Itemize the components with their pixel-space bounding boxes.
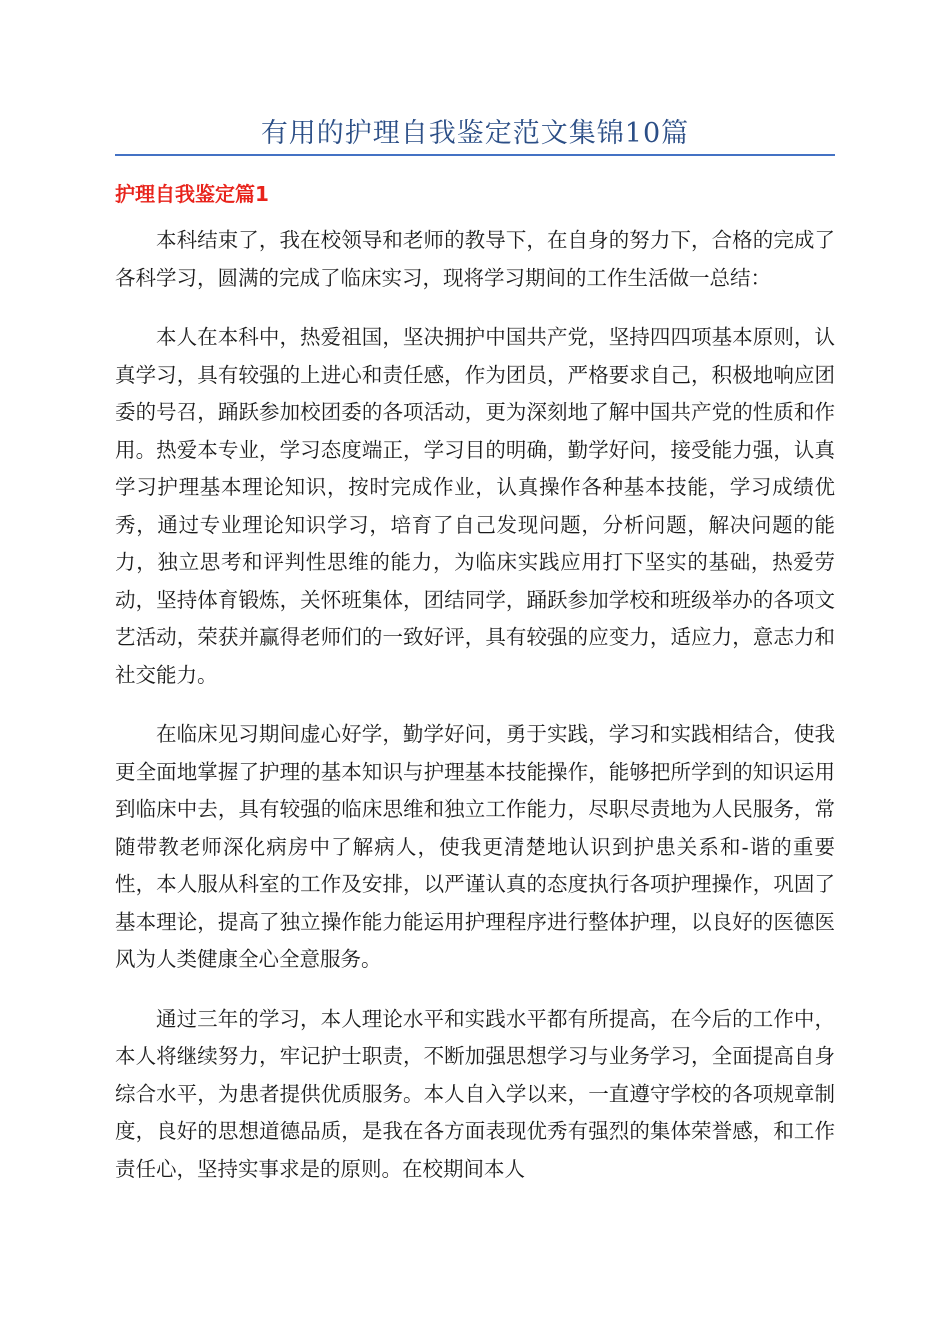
section-heading: 护理自我鉴定篇1: [115, 182, 269, 206]
paragraph-1: 本科结束了，我在校领导和老师的教导下，在自身的努力下，合格的完成了各科学习，圆满的完成了临床实习，现将学习期间的工作生活做一总结：: [115, 228, 835, 290]
paragraph-3: 在临床见习期间虚心好学，勤学好问，勇于实践，学习和实践相结合，使我更全面地掌握了护理的基本知识与护理基本技能操作，能够把所学到的知识运用到临床中去，具有较强的临床思维和独立工作能力，尽职尽责地为人民服务，常随带教老师深化病房中了解病人，使我更清楚地认识到护患关系和-谐的重要性，本人服从科室的工作及安排，以严谨认真的态度执行各项护理操作，巩固了基本理论，提高了独立操作能力能运用护理程序进行整体护理，以良好的医德医风为人类健康全心全意服务。: [115, 722, 835, 971]
paragraph-2: 本人在本科中，热爱祖国，坚决拥护中国共产党，坚持四四项基本原则，认真学习，具有较强的上进心和责任感，作为团员，严格要求自己，积极地响应团委的号召，踊跃参加校团委的各项活动，更为深刻地了解中国共产党的性质和作用。热爱本专业，学习态度端正，学习目的明确，勤学好问，接受能力强，认真学习护理基本理论知识，按时完成作业，认真操作各种基本技能，学习成绩优秀，通过专业理论知识学习，培育了自己发现问题，分析问题，解决问题的能力，独立思考和评判性思维的能力，为临床实践应用打下坚实的基础，热爱劳动，坚持体育锻炼，关怀班集体，团结同学，踊跃参加学校和班级举办的各项文艺活动，荣获并赢得老师们的一致好评，具有较强的应变力，适应力，意志力和社交能力。: [115, 325, 835, 687]
title-underline: [115, 154, 835, 156]
document-title: 有用的护理自我鉴定范文集锦10篇: [260, 118, 690, 149]
paragraph-4: 通过三年的学习，本人理论水平和实践水平都有所提高，在今后的工作中，本人将继续努力，牢记护士职责，不断加强思想学习与业务学习，全面提高自身综合水平，为患者提供优质服务。本人自入学以来，一直遵守学校的各项规章制度，良好的思想道德品质，是我在各方面表现优秀有强烈的集体荣誉感，和工作责任心，坚持实事求是的原则。在校期间本人: [115, 1006, 835, 1181]
body-text: [115, 222, 835, 1210]
